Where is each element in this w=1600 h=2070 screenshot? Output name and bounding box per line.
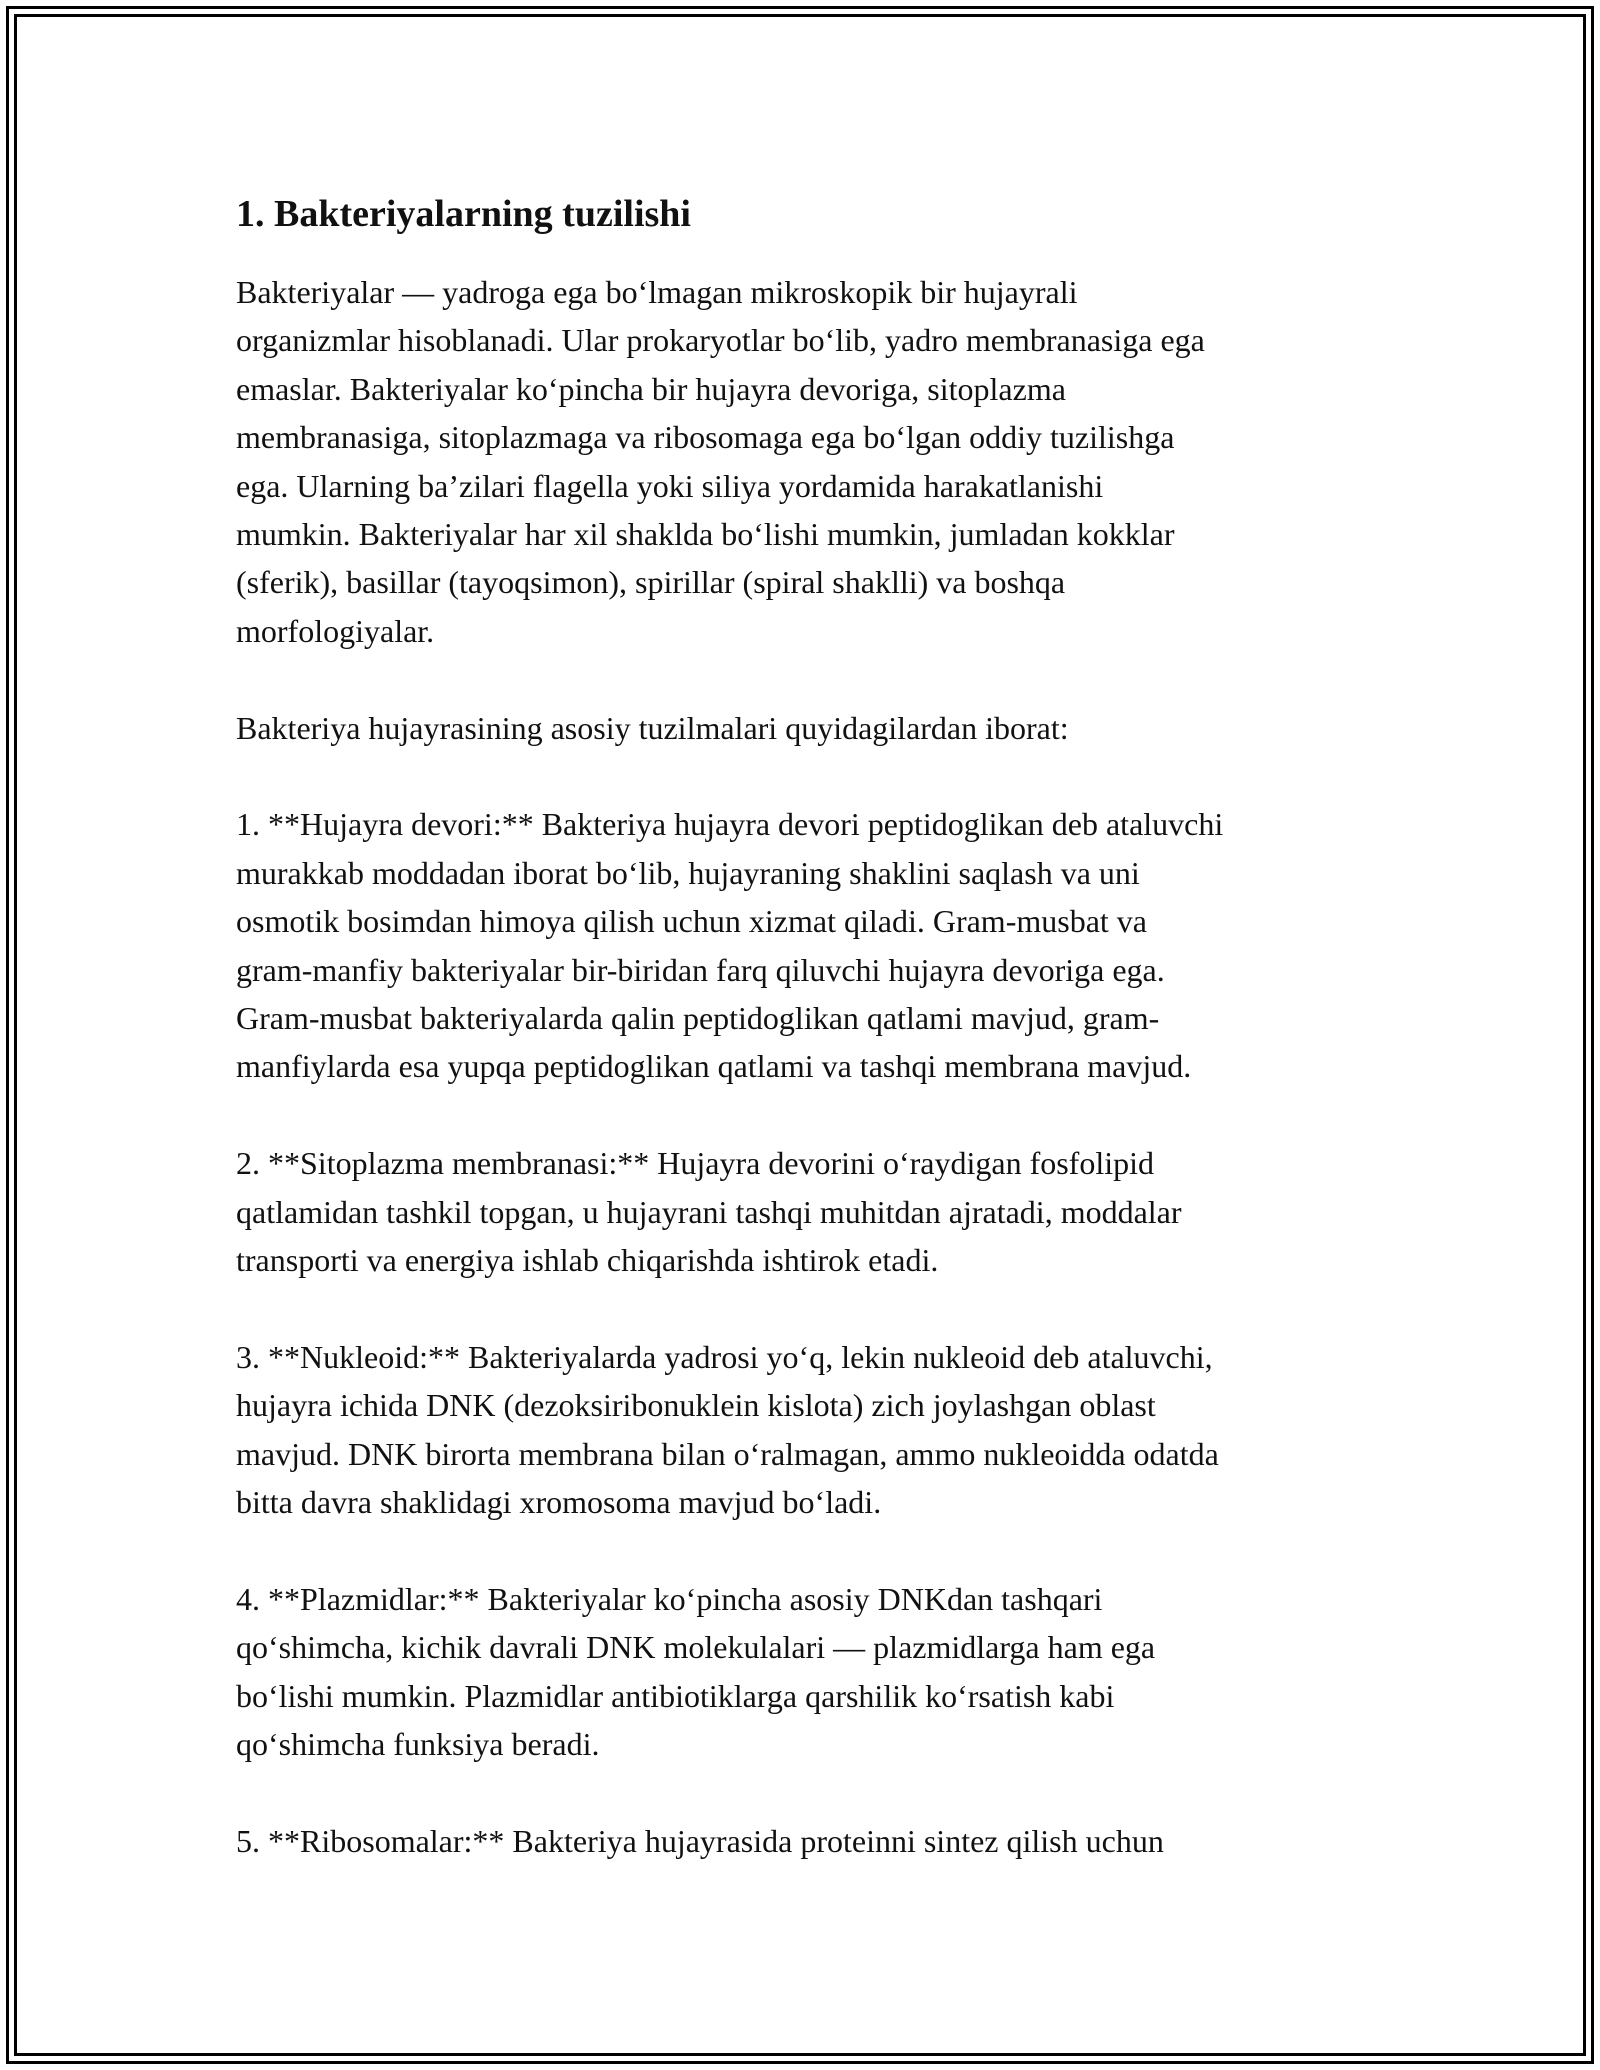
document-page <box>236 186 1416 1914</box>
text-line: bitta davra shaklidagi xromosoma mavjud bo‘ladi. <box>236 1484 882 1521</box>
text-line: emaslar. Bakteriyalar ko‘pincha bir hujayra devoriga, sitoplazma <box>236 370 1066 407</box>
text-line: bo‘lishi mumkin. Plazmidlar antibiotiklarga qarshilik ko‘rsatish kabi <box>236 1677 1115 1714</box>
text-line: qo‘shimcha funksiya beradi. <box>236 1726 600 1763</box>
list-item-plasmids <box>236 1575 1416 1769</box>
intro-paragraph <box>236 268 1416 655</box>
text-line: 3. **Nukleoid:** Bakteriyalarda yadrosi yo‘q, lekin nukleoid deb ataluvchi, <box>236 1338 1213 1375</box>
text-line: membranasiga, sitoplazmaga va ribosomaga ega bo‘lgan oddiy tuzilishga <box>236 419 1175 456</box>
text-line: qatlamidan tashkil topgan, u hujayrani tashqi muhitdan ajratadi, moddalar <box>236 1193 1182 1230</box>
list-item-ribosomes <box>236 1817 1416 1865</box>
text-line: qo‘shimcha, kichik davrali DNK molekulalari — plazmidlarga ham ega <box>236 1629 1156 1666</box>
text-line: mumkin. Bakteriyalar har xil shaklda bo‘lishi mumkin, jumladan kokklar <box>236 516 1175 553</box>
text-line: morfologiyalar. <box>236 612 435 649</box>
text-line: 5. **Ribosomalar:** Bakteriya hujayrasida proteinni sintez qilish uchun <box>236 1822 1164 1859</box>
list-item-nucleoid <box>236 1333 1416 1527</box>
text-line: osmotik bosimdan himoya qilish uchun xizmat qiladi. Gram-musbat va <box>236 903 1147 940</box>
text-line: hujayra ichida DNK (dezoksiribonuklein kislota) zich joylashgan oblast <box>236 1387 1156 1424</box>
text-line: Gram-musbat bakteriyalarda qalin peptidoglikan qatlami mavjud, gram- <box>236 1000 1160 1037</box>
text-line: 4. **Plazmidlar:** Bakteriyalar ko‘pincha asosiy DNKdan tashqari <box>236 1580 1103 1617</box>
text-line: Bakteriya hujayrasining asosiy tuzilmalari quyidagilardan iborat: <box>236 709 1069 746</box>
lead-paragraph <box>236 704 1416 752</box>
text-line: 2. **Sitoplazma membranasi:** Hujayra devorini o‘raydigan fosfolipid <box>236 1145 1154 1182</box>
text-line: gram-manfiy bakteriyalar bir-biridan farq qiluvchi hujayra devoriga ega. <box>236 951 1165 988</box>
text-line: murakkab moddadan iborat bo‘lib, hujayraning shaklini saqlash va uni <box>236 854 1140 891</box>
section-heading: 1. Bakteriyalarning tuzilishi <box>236 193 691 235</box>
text-line: ega. Ularning ba’zilari flagella yoki siliya yordamida harakatlanishi <box>236 467 1104 504</box>
list-item-cell-wall <box>236 800 1416 1090</box>
text-line: organizmlar hisoblanadi. Ular prokaryotlar bo‘lib, yadro membranasiga ega <box>236 322 1205 359</box>
text-line: Bakteriyalar — yadroga ega bo‘lmagan mikroskopik bir hujayrali <box>236 274 1078 310</box>
text-line: mavjud. DNK birorta membrana bilan o‘ralmagan, ammo nukleoidda odatda <box>236 1435 1219 1472</box>
text-line: 1. **Hujayra devori:** Bakteriya hujayra devori peptidoglikan deb ataluvchi <box>236 806 1224 843</box>
text-line: transporti va energiya ishlab chiqarishda ishtirok etadi. <box>236 1242 939 1279</box>
text-line: manfiylarda esa yupqa peptidoglikan qatlami va tashqi membrana mavjud. <box>236 1048 1192 1085</box>
list-item-cytoplasmic-membrane <box>236 1139 1416 1284</box>
text-line: (sferik), basillar (tayoqsimon), spirillar (spiral shaklli) va boshqa <box>236 564 1066 601</box>
